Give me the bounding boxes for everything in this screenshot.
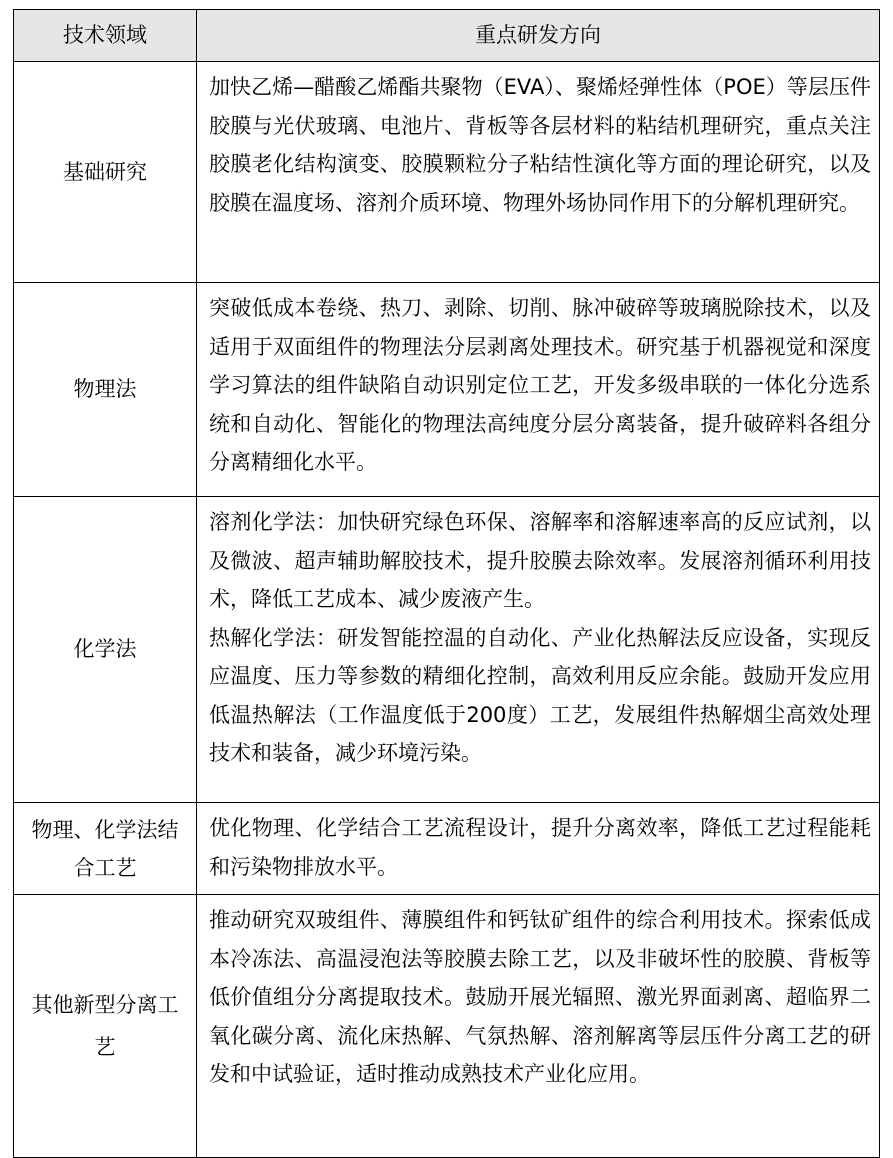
direction-paragraph-pyrolysis: 热解化学法：研发智能控温的自动化、产业化热解法反应设备，实现反应温度、压力等参数的精细化控制，高效利用反应余能。鼓励开发应用低温热解法（工作温度低于200度）工艺，发展组件热解烟尘高效处理技术和装备，减少环境污染。 — [209, 625, 871, 765]
direction-paragraph: 突破低成本卷绕、热刀、剥除、切削、脉冲破碎等玻璃脱除技术，以及适用于双面组件的物理法分层剥离处理技术。研究基于机器视觉和深度学习算法的组件缺陷自动识别定位工艺，开发多级串联的一体化分选系统和自动化、智能化的物理法高纯度分层分离装备，提升破碎料各组分分离精细化水平。 — [209, 296, 871, 474]
direction-cell-physical-method — [197, 283, 880, 497]
domain-label-other: 其他新型分离工艺 — [31, 993, 179, 1059]
direction-paragraph-solvent: 溶剂化学法：加快研究绿色环保、溶解率和溶解速率高的反应试剂，以及微波、超声辅助解胶技术，提升胶膜去除效率。发展溶剂循环利用技术，降低工艺成本、减少废液产生。 — [209, 510, 871, 611]
table-row — [14, 895, 880, 1158]
direction-cell-combined-process — [197, 803, 880, 895]
domain-cell-chemical-method: 化学法 — [14, 497, 197, 803]
domain-cell-other-new-process — [14, 895, 197, 1158]
direction-cell-other-new-process — [197, 895, 880, 1158]
direction-paragraph: 推动研究双玻组件、薄膜组件和钙钛矿组件的综合利用技术。探索低成本冷冻法、高温浸泡法等胶膜去除工艺，以及非破坏性的胶膜、背板等低价值组分分离提取技术。鼓励开展光辐照、激光界面剥离、超临界二氧化碳分离、流化床热解、气氛热解、溶剂解离等层压件分离工艺的研发和中试验证，适时推动成熟技术产业化应用。 — [209, 908, 871, 1086]
table-row — [14, 283, 880, 497]
direction-cell-chemical-method — [197, 497, 880, 803]
domain-cell-physical-method: 物理法 — [14, 283, 197, 497]
domain-label-combined: 物理、化学法结合工艺 — [31, 817, 179, 880]
domain-cell-basic-research: 基础研究 — [14, 62, 197, 283]
tech-direction-table — [13, 9, 880, 1158]
direction-paragraph: 优化物理、化学结合工艺流程设计，提升分离效率，降低工艺过程能耗和污染物排放水平。 — [209, 816, 871, 879]
table-row — [14, 62, 880, 283]
header-rd-direction: 重点研发方向 — [197, 10, 880, 62]
header-tech-domain: 技术领域 — [14, 10, 197, 62]
domain-cell-combined-process — [14, 803, 197, 895]
table-row — [14, 497, 880, 803]
direction-cell-basic-research — [197, 62, 880, 283]
direction-paragraph: 加快乙烯—醋酸乙烯酯共聚物（EVA）、聚烯烃弹性体（POE）等层压件胶膜与光伏玻璃、电池片、背板等各层材料的粘结机理研究，重点关注胶膜老化结构演变、胶膜颗粒分子粘结性演化等方面的理论研究，以及胶膜在温度场、溶剂介质环境、物理外场协同作用下的分解机理研究。 — [209, 75, 871, 215]
table-row — [14, 803, 880, 895]
table-header-row — [14, 10, 880, 62]
